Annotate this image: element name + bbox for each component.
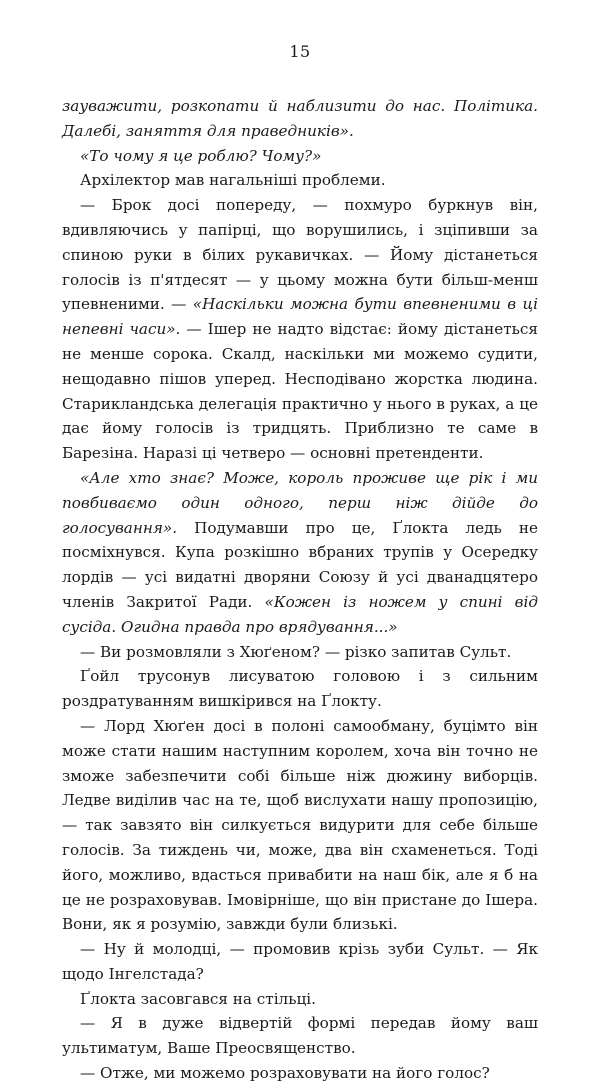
paragraph <box>62 664 538 714</box>
paragraph <box>62 987 538 1012</box>
paragraph <box>62 144 538 169</box>
paragraph <box>62 193 538 466</box>
page-body-text <box>62 94 538 1086</box>
regular-text: — Я в дуже відвертій формі передав йому ваш ультиматум, Ваше Преосвященство. <box>62 1014 538 1058</box>
regular-text: — Ішер не надто відстає: йому дістанеться не менше сорока. Скалд, наскільки ми можемо судити, нещодавно пішов уперед. Несподівано жорстка людина. Старикландська делегація практично у нього в руках, а це дає йому голосів із тридцять. Приблизно те саме в Барезіна. Наразі ці четверо — основні претенденти. <box>62 320 538 463</box>
regular-text: Ґойл трусонув лисуватою головою і з сильним роздратуванням вишкірився на Ґлокту. <box>62 667 538 711</box>
regular-text: Подумавши про це, Ґлокта ледь не посміхнувся. Купа розкішно вбраних трупів у Осередку лордів — усі видатні дворяни Союзу й усі дванадцятеро членів Закритої Ради. <box>62 518 538 611</box>
italic-text: «Наскільки можна бути впевненими в ці непевні часи». <box>62 295 538 339</box>
paragraph <box>62 1061 538 1086</box>
regular-text: Ґлокта засовгався на стільці. <box>80 989 316 1008</box>
regular-text: — Ну й молодці, — промовив крізь зуби Сульт. — Як щодо Інгелстада? <box>62 940 538 983</box>
paragraph <box>62 937 538 987</box>
italic-text: зауважити, розкопати й наблизити до нас. Політика. Далебі, заняття для праведників». <box>62 97 538 140</box>
regular-text: — Брок досі попереду, — похмуро буркнув він, вдивляючись у папірці, що ворушились, і зціпивши за спиною руки в білих рукавичках. — Йому дістанеться голосів із п'ятдесят — у цьому можна бути більш-менш упевненими. — <box>62 196 538 314</box>
paragraph <box>62 1011 538 1061</box>
page-number: 15 <box>289 42 311 61</box>
regular-text: — Отже, ми можемо розраховувати на його голос? <box>80 1064 490 1083</box>
paragraph <box>62 714 538 937</box>
regular-text: — Ви розмовляли з Хюґеном? — різко запитав Сульт. <box>80 642 512 661</box>
italic-text: «То чому я це роблю? Чому?» <box>80 146 322 165</box>
paragraph <box>62 94 538 144</box>
paragraph <box>62 640 538 665</box>
regular-text: — Лорд Хюґен досі в полоні самообману, буцімто він може стати нашим наступним королем, хоча він точно не зможе забезпечити собі більше ніж дюжину виборців. Ледве виділив час на те, щоб вислухати нашу пропозицію, — так завзято він силкується видурити для себе більше голосів. За тиждень чи, може, два він схаменеться. Тоді його, можливо, вдасться привабити на наш бік, але я б на це не розраховував. Імовірніше, що він пристане до Ішера. Вони, як я розумію, завжди були близькі. <box>62 716 538 934</box>
paragraph <box>62 168 538 193</box>
paragraph <box>62 466 538 640</box>
italic-text: «Але хто знає? Може, король проживе ще рік і ми повбиваємо один одного, перш ніж дійде до голосування». <box>62 468 538 537</box>
italic-text: «Кожен із ножем у спині від сусіда. Огидна правда про врядування...» <box>62 592 538 636</box>
regular-text: Архілектор мав нагальніші проблеми. <box>80 171 386 190</box>
